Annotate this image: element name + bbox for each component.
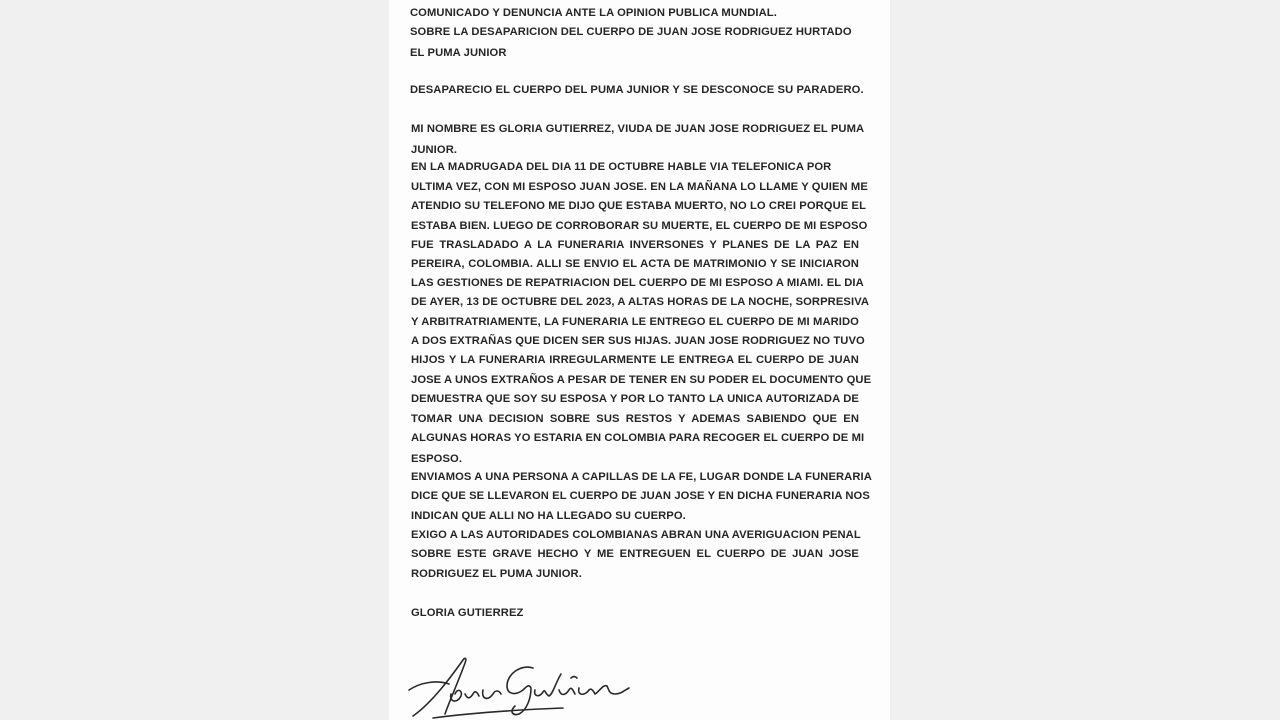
body-line: INDICAN QUE ALLI NO HA LLEGADO SU CUERPO. bbox=[411, 510, 686, 522]
body-line: PEREIRA, COLOMBIA. ALLI SE ENVIO EL ACTA DE MATRIMONIO Y SE INICIARON bbox=[411, 258, 859, 270]
header-line-1: COMUNICADO Y DENUNCIA ANTE LA OPINION PUBLICA MUNDIAL. bbox=[410, 7, 777, 19]
body-line: HIJOS Y LA FUNERARIA IRREGULARMENTE LE ENTREGA EL CUERPO DE JUAN bbox=[411, 354, 859, 366]
body-line: DICE QUE SE LLEVARON EL CUERPO DE JUAN JOSE Y EN DICHA FUNERARIA NOS bbox=[411, 490, 870, 502]
body-line: SOBRE ESTE GRAVE HECHO Y ME ENTREGUEN EL CUERPO DE JUAN JOSE bbox=[411, 548, 859, 560]
body-line: DEMUESTRA QUE SOY SU ESPOSA Y POR LO TANTO LA UNICA AUTORIZADA DE bbox=[411, 393, 859, 405]
body-line: ENVIAMOS A UNA PERSONA A CAPILLAS DE LA FE, LUGAR DONDE LA FUNERARIA bbox=[411, 471, 872, 483]
header-line-2: SOBRE LA DESAPARICION DEL CUERPO DE JUAN JOSE RODRIGUEZ HURTADO bbox=[410, 26, 852, 38]
body-line: JUNIOR. bbox=[411, 144, 458, 156]
body-line: TOMAR UNA DECISION SOBRE SUS RESTOS Y ADEMAS SABIENDO QUE EN bbox=[411, 413, 859, 425]
subtitle: DESAPARECIO EL CUERPO DEL PUMA JUNIOR Y SE DESCONOCE SU PARADERO. bbox=[410, 84, 864, 96]
body-line: ESPOSO. bbox=[411, 453, 463, 465]
body-line: LAS GESTIONES DE REPATRIACION DEL CUERPO DE MI ESPOSO A MIAMI. EL DIA bbox=[411, 277, 864, 289]
header-line-3: EL PUMA JUNIOR bbox=[410, 47, 507, 59]
body-line: ULTIMA VEZ, CON MI ESPOSO JUAN JOSE. EN LA MAÑANA LO LLAME Y QUIEN ME bbox=[411, 181, 868, 193]
body-line: EXIGO A LAS AUTORIDADES COLOMBIANAS ABRAN UNA AVERIGUACION PENAL bbox=[411, 529, 861, 541]
document-page bbox=[389, 0, 890, 720]
body-line: RODRIGUEZ EL PUMA JUNIOR. bbox=[411, 568, 582, 580]
signer-name: GLORIA GUTIERREZ bbox=[411, 607, 524, 619]
body-line: ALGUNAS HORAS YO ESTARIA EN COLOMBIA PARA RECOGER EL CUERPO DE MI bbox=[411, 432, 865, 444]
body-line: MI NOMBRE ES GLORIA GUTIERREZ, VIUDA DE JUAN JOSE RODRIGUEZ EL PUMA bbox=[411, 123, 865, 135]
handwritten-signature bbox=[403, 654, 633, 720]
body-line: JOSE A UNOS EXTRAÑOS A PESAR DE TENER EN SU PODER EL DOCUMENTO QUE bbox=[411, 374, 872, 386]
body-line: EN LA MADRUGADA DEL DIA 11 DE OCTUBRE HABLE VIA TELEFONICA POR bbox=[411, 161, 832, 173]
body-line: Y ARBITRATRIAMENTE, LA FUNERARIA LE ENTREGO EL CUERPO DE MI MARIDO bbox=[411, 316, 859, 328]
body-line: DE AYER, 13 DE OCTUBRE DEL 2023, A ALTAS HORAS DE LA NOCHE, SORPRESIVA bbox=[411, 296, 870, 308]
body-line: ATENDIO SU TELEFONO ME DIJO QUE ESTABA MUERTO, NO LO CREI PORQUE EL bbox=[411, 200, 867, 212]
body-line: ESTABA BIEN. LUEGO DE CORROBORAR SU MUERTE, EL CUERPO DE MI ESPOSO bbox=[411, 220, 868, 232]
body-line: A DOS EXTRAÑAS QUE DICEN SER SUS HIJAS. JUAN JOSE RODRIGUEZ NO TUVO bbox=[411, 335, 865, 347]
body-line: FUE TRASLADADO A LA FUNERARIA INVERSONES Y PLANES DE LA PAZ EN bbox=[411, 239, 859, 251]
